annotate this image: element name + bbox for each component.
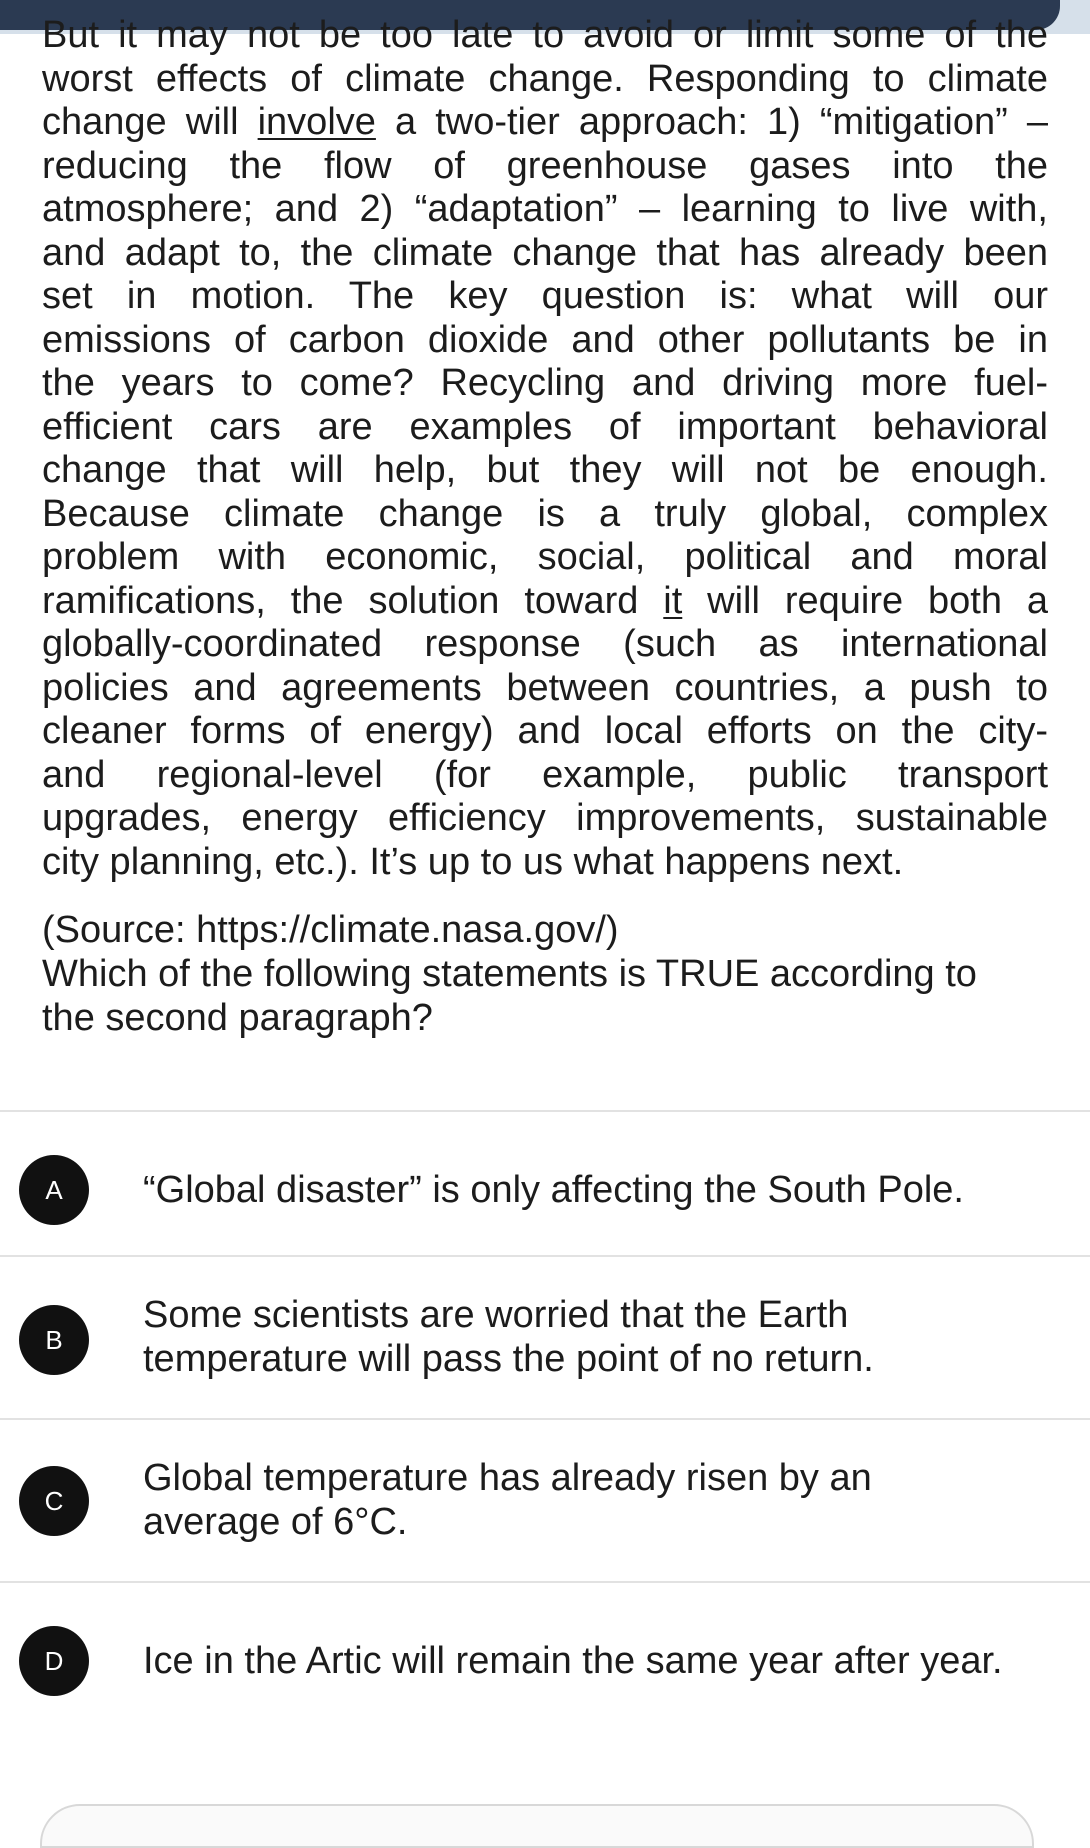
passage-line: atmosphere; and 2) “adaptation” – learning to live with,	[42, 188, 1048, 230]
option-c[interactable]	[0, 1418, 1090, 1583]
passage-line: cleaner forms of energy) and local efforts on the city-	[42, 710, 1048, 752]
option-text: Ice in the Artic will remain the same year after year.	[143, 1640, 1003, 1682]
passage-fragment: will require both a	[682, 579, 1048, 622]
passage-line: city planning, etc.). It’s up to us what happens next.	[42, 840, 904, 883]
question-line: the second paragraph?	[42, 997, 433, 1039]
passage-fragment: change will	[42, 101, 258, 143]
passage-line: and adapt to, the climate change that has already been	[42, 231, 1048, 274]
passage-line: Because climate change is a truly global, complex	[42, 492, 1048, 535]
reading-passage	[42, 14, 1048, 884]
option-letter-badge: C	[19, 1466, 89, 1536]
question-text	[42, 952, 1052, 1040]
source-citation: (Source: https://climate.nasa.gov/)	[42, 909, 619, 951]
bottom-sheet-handle[interactable]	[40, 1804, 1034, 1848]
passage-line: set in motion. The key question is: what will our	[42, 275, 1048, 317]
passage-line	[42, 101, 1048, 145]
underlined-word: it	[663, 579, 683, 622]
option-text-line1: Global temperature has already risen by an	[143, 1457, 872, 1499]
passage-fragment: a two-tier approach: 1) “mitigation” –	[375, 101, 1048, 143]
passage-line: problem with economic, social, political and moral	[42, 536, 1048, 578]
passage-line: change that will help, but they will not be enough.	[42, 449, 1048, 491]
passage-line: efficient cars are examples of important behavioral	[42, 405, 1048, 448]
passage-line: the years to come? Recycling and driving more fuel-	[42, 362, 1048, 404]
passage-line: globally-coordinated response (such as international	[42, 623, 1048, 665]
option-text-line2: average of 6°C.	[143, 1501, 408, 1543]
option-d[interactable]	[0, 1581, 1090, 1820]
passage-line: policies and agreements between countries, a push to	[42, 666, 1048, 709]
passage-line: upgrades, energy efficiency improvements, sustainable	[42, 797, 1048, 839]
passage-line: and regional-level (for example, public transport	[42, 753, 1048, 796]
passage-line: worst effects of climate change. Responding to climate	[42, 57, 1048, 100]
question-line: Which of the following statements is TRUE according to	[42, 953, 977, 995]
option-letter-badge: A	[19, 1155, 89, 1225]
passage-fragment: ramifications, the solution toward	[42, 579, 664, 622]
passage-line: But it may not be too late to avoid or limit some of the	[42, 14, 1048, 56]
option-letter-badge: D	[19, 1626, 89, 1696]
option-text: “Global disaster” is only affecting the South Pole.	[143, 1169, 964, 1211]
option-a[interactable]	[0, 1110, 1090, 1257]
passage-line: emissions of carbon dioxide and other pollutants be in	[42, 318, 1048, 361]
option-b[interactable]	[0, 1255, 1090, 1420]
option-text-line1: Some scientists are worried that the Earth	[143, 1294, 849, 1336]
underlined-word: involve	[257, 101, 376, 143]
option-letter-badge: B	[19, 1305, 89, 1375]
passage-line: reducing the flow of greenhouse gases into the	[42, 144, 1048, 187]
passage-line	[42, 580, 1048, 624]
option-text-line2: temperature will pass the point of no return.	[143, 1338, 874, 1380]
